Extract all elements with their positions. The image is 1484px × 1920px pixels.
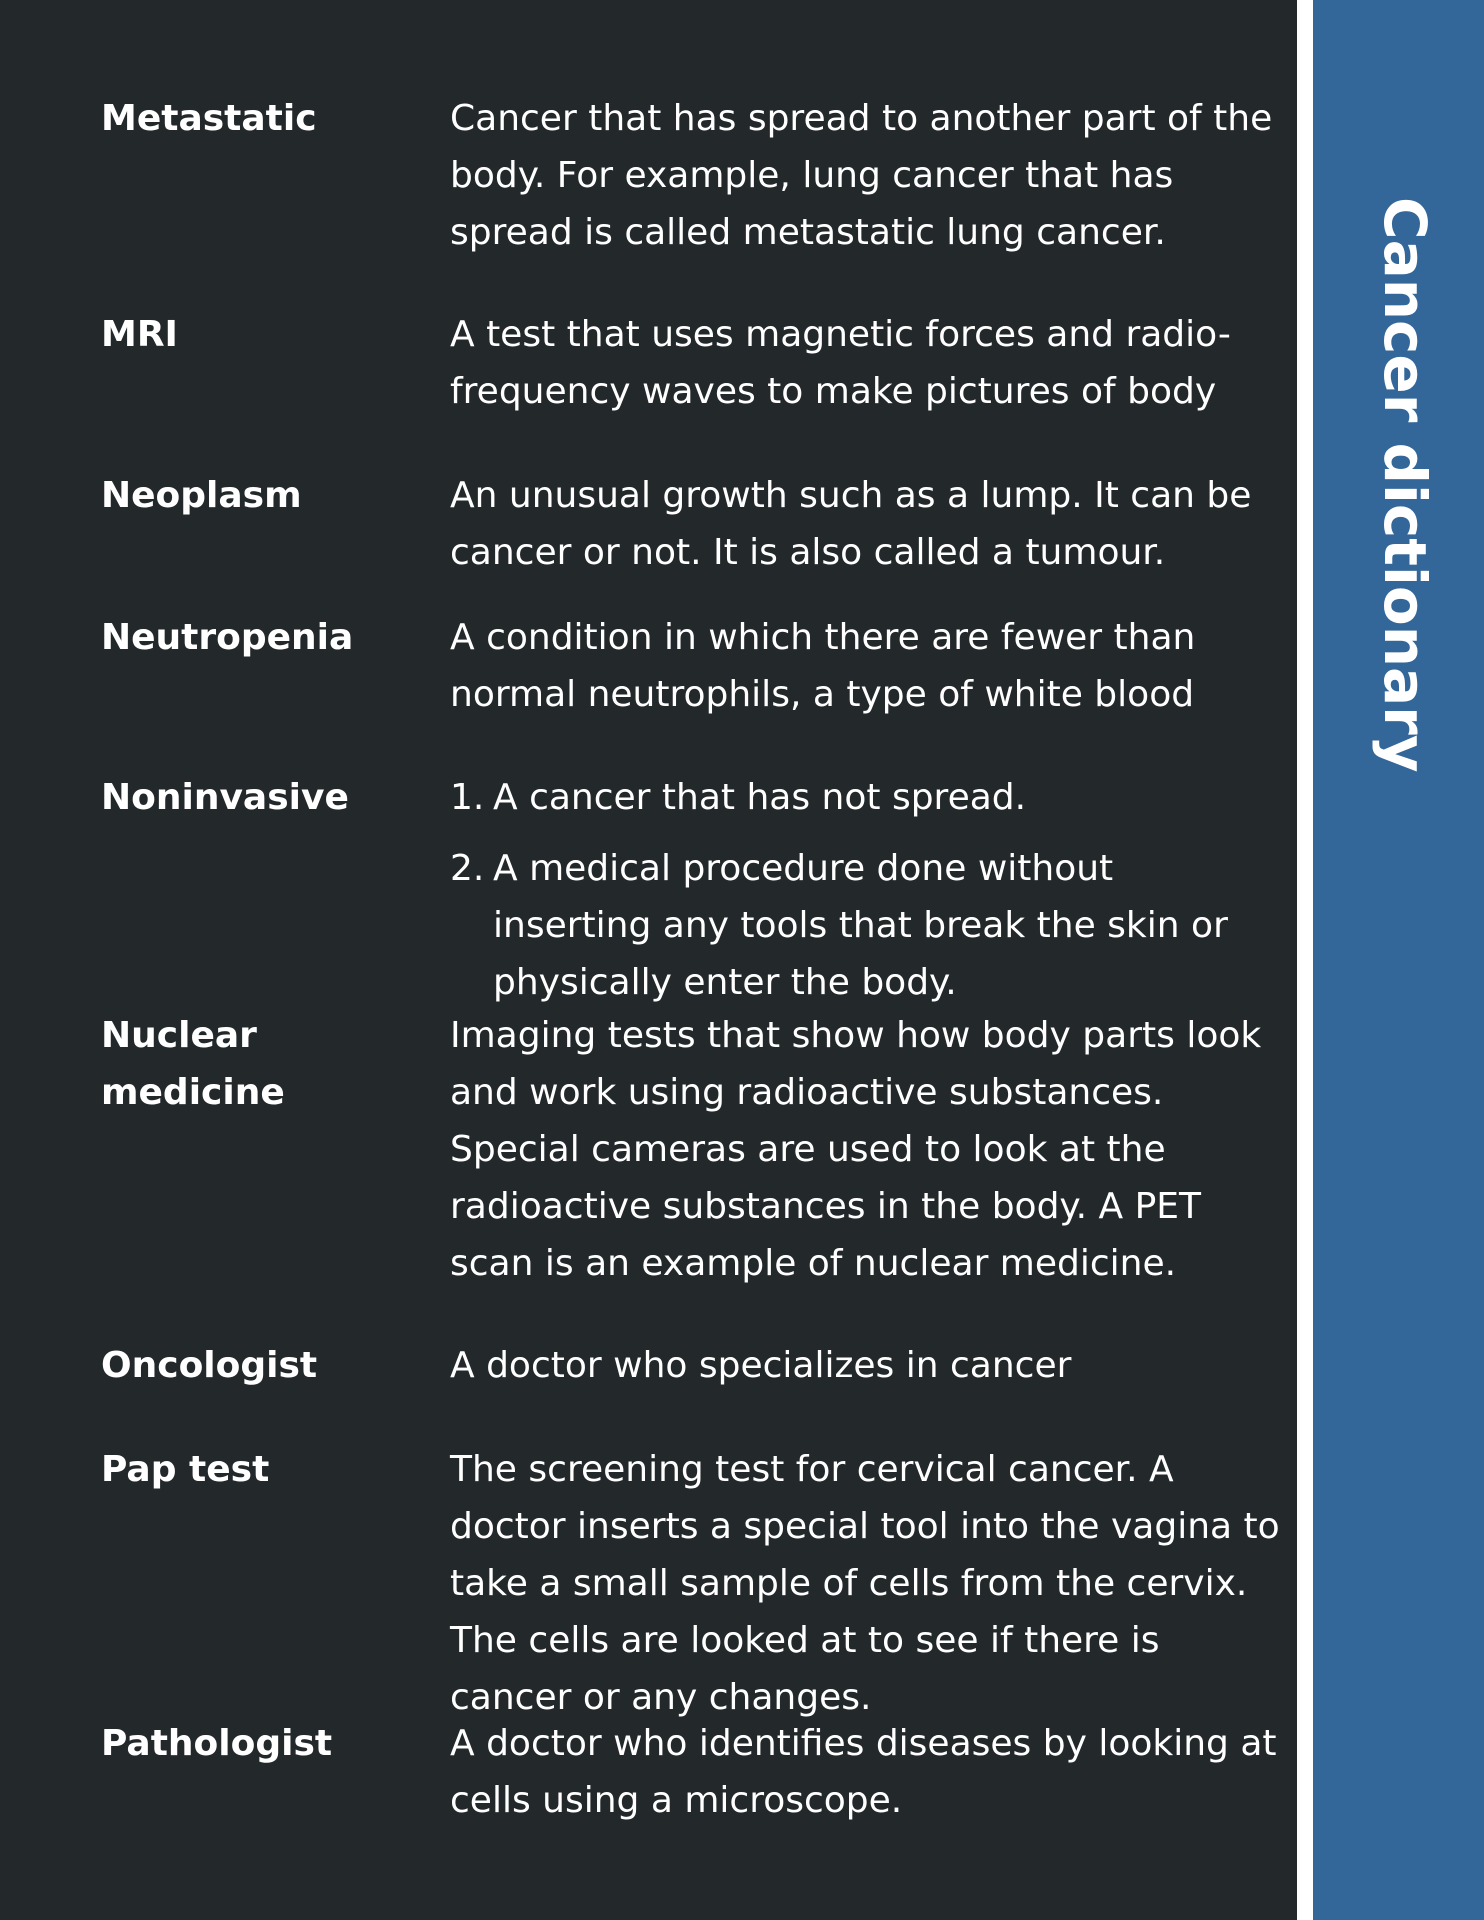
term: Metastatic (101, 98, 317, 139)
list-item (450, 769, 1280, 826)
list-text: A medical procedure done without inserting any tools that break the skin or physically enter the body. (493, 848, 1228, 1003)
definition: A condition in which there are fewer than normal neutrophils, a type of white blood (450, 617, 1196, 715)
term: MRI (101, 314, 178, 355)
term: Oncologist (101, 1345, 318, 1386)
term: Pap test (101, 1449, 270, 1490)
divider (1297, 0, 1313, 1920)
list-number: 1. (450, 777, 485, 818)
term: Noninvasive (101, 777, 349, 818)
definition-list (450, 769, 1280, 1011)
definition: Cancer that has spread to another part of the body. For example, lung cancer that has spread is called metastatic lung cancer. (450, 98, 1273, 253)
term: Neoplasm (101, 475, 302, 516)
list-number: 2. (450, 848, 485, 889)
sidebar-title: Cancer dictionary (1371, 197, 1439, 773)
term: Neutropenia (101, 617, 354, 658)
sidebar (1313, 0, 1484, 1920)
definition: An unusual growth such as a lump. It can be cancer or not. It is also called a tumour. (450, 475, 1252, 573)
list-text: A cancer that has not spread. (493, 777, 1027, 818)
sidebar-title-wrap (1313, 0, 1484, 1920)
term: Nuclear medicine (101, 1015, 285, 1113)
definition: A doctor who identifies diseases by looking at cells using a microscope. (450, 1723, 1277, 1821)
term: Pathologist (101, 1723, 333, 1764)
definition: Imaging tests that show how body parts look and work using radioactive substances. Special cameras are used to look at the radioactive substances in the body. A PET scan is an example of nuclear medicine. (450, 1015, 1262, 1284)
definition: A test that uses magnetic forces and radio-frequency waves to make pictures of body (450, 314, 1231, 412)
definition: The screening test for cervical cancer. A doctor inserts a special tool into the vagina to take a small sample of cells from the cervix. The cells are looked at to see if there is cancer or any changes. (450, 1449, 1280, 1718)
definition: A doctor who specializes in cancer (450, 1345, 1072, 1386)
list-item (450, 840, 1280, 1011)
